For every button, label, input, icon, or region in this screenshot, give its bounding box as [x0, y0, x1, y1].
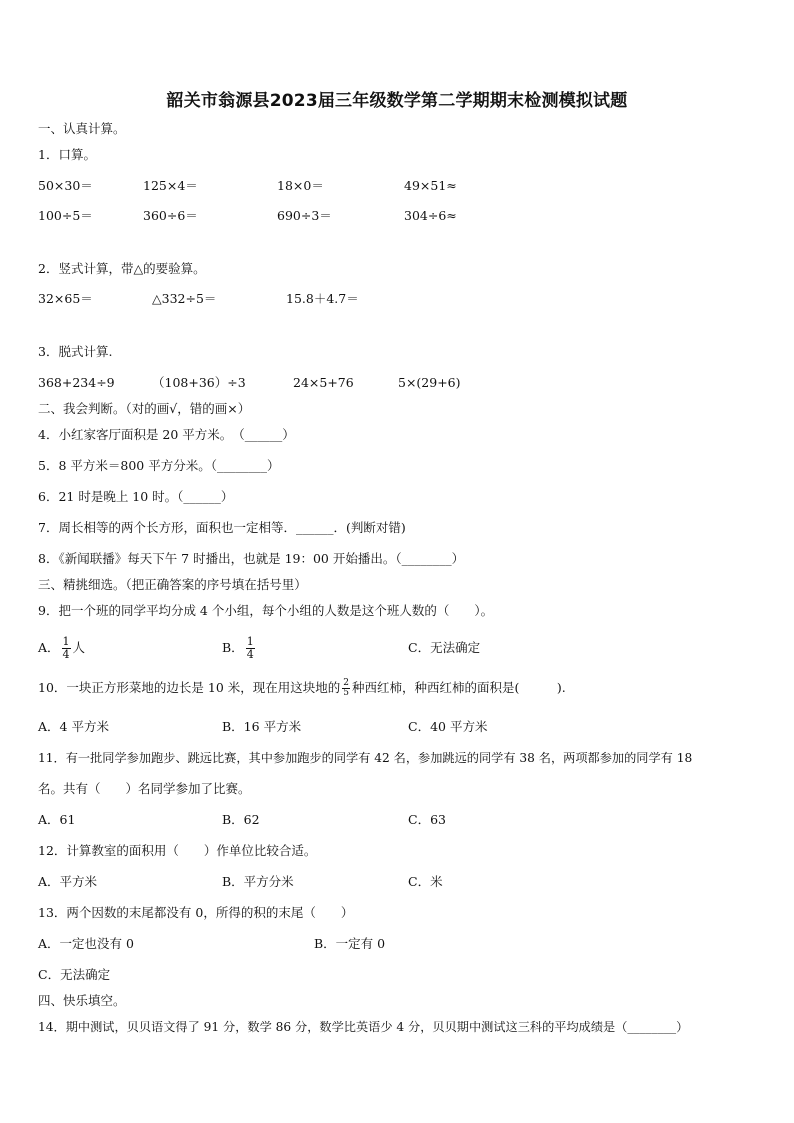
q1-r1-c3: 18×0＝	[277, 178, 324, 193]
q2-item-3: 15.8＋4.7＝	[286, 291, 359, 306]
q10-option-a: A．4 平方米	[38, 719, 109, 734]
q9-option-a-label: A．	[38, 640, 60, 655]
q7: 7．周长相等的两个长方形，面积也一定相等．______．(判断对错)	[38, 520, 406, 535]
page-title: 韶关市翁源县2023届三年级数学第二学期期末检测模拟试题	[166, 91, 628, 111]
section1-heading: 一、认真计算。	[38, 121, 126, 136]
q11-option-a: A．61	[38, 812, 76, 827]
q3-item-2: （108+36）÷3	[152, 375, 246, 390]
q11-option-b: B．62	[222, 812, 260, 827]
q9-option-b-label: B．	[222, 640, 244, 655]
q10-stem-after: 种西红柿，种西红柿的面积是( ).	[352, 680, 566, 695]
q10-numerator: 2	[343, 678, 349, 688]
q3-item-4: 5×(29+6)	[398, 375, 461, 390]
q9-a-denominator: 4	[62, 648, 70, 661]
q10-denominator: 5	[343, 688, 349, 698]
q12-option-a: A．平方米	[38, 874, 98, 889]
q9-a-numerator: 1	[62, 635, 70, 648]
q9-option-a-suffix: 人	[72, 640, 86, 655]
q9-option-a	[38, 632, 85, 664]
q1-label: 1．口算。	[38, 147, 96, 162]
q9-option-b-fraction	[246, 636, 255, 661]
q10-option-c: C．40 平方米	[408, 719, 488, 734]
q12-option-b: B．平方分米	[222, 874, 294, 889]
q9-option-c: C．无法确定	[408, 640, 481, 655]
q11-option-c: C．63	[408, 812, 446, 827]
q10-fraction	[342, 679, 350, 698]
q9-option-b	[222, 632, 257, 664]
q9-stem: 9．把一个班的同学平均分成 4 个小组，每个小组的人数是这个班人数的（ ）。	[38, 603, 494, 618]
q12-stem: 12．计算教室的面积用（ ）作单位比较合适。	[38, 843, 317, 858]
section2-heading: 二、我会判断。（对的画√，错的画×）	[38, 401, 251, 416]
q1-r1-c1: 50×30＝	[38, 178, 93, 193]
q13-stem: 13．两个因数的末尾都没有 0，所得的积的末尾（ ）	[38, 905, 354, 920]
q1-r2-c1: 100÷5＝	[38, 208, 93, 223]
q4: 4．小红家客厅面积是 20 平方米。 （______）	[38, 427, 295, 442]
q9-b-numerator: 1	[246, 635, 254, 648]
q9-b-denominator: 4	[246, 648, 254, 661]
q3-item-3: 24×5+76	[293, 375, 354, 390]
q6: 6．21 时是晚上 10 时。（______）	[38, 489, 234, 504]
q5: 5．8 平方米＝800 平方分米。（________）	[38, 458, 280, 473]
q11-line2: 名。共有（ ）名同学参加了比赛。	[38, 781, 251, 796]
q14: 14．期中测试，贝贝语文得了 91 分，数学 86 分，数学比英语少 4 分，贝贝期中测试这三科的平均成绩是（________）	[38, 1020, 689, 1034]
q2-item-1: 32×65＝	[38, 291, 93, 306]
q11-line1: 11．有一批同学参加跑步、跳远比赛，其中参加跑步的同学有 42 名，参加跳远的同学有 38 名，两项都参加的同学有 18	[38, 751, 693, 765]
q1-r1-c4: 49×51≈	[404, 178, 457, 193]
section4-heading: 四、快乐填空。	[38, 993, 126, 1008]
q10-option-b: B．16 平方米	[222, 719, 302, 734]
q9-option-a-fraction	[62, 636, 71, 661]
q2-item-2: △332÷5＝	[152, 291, 217, 306]
q1-r2-c3: 690÷3＝	[277, 208, 332, 223]
q13-option-a: A．一定也没有 0	[38, 936, 134, 951]
q13-option-b: B．一定有 0	[314, 936, 386, 951]
q1-r1-c2: 125×4＝	[143, 178, 198, 193]
q2-label: 2．竖式计算，带△的要验算。	[38, 261, 206, 276]
q1-r2-c4: 304÷6≈	[404, 208, 457, 223]
q10-stem	[38, 674, 566, 702]
q13-option-c: C．无法确定	[38, 967, 111, 982]
section3-heading: 三、精挑细选。（把正确答案的序号填在括号里）	[38, 577, 307, 592]
q10-stem-before: 10．一块正方形菜地的边长是 10 米，现在用这块地的	[38, 680, 341, 695]
q12-option-c: C．米	[408, 874, 443, 889]
q1-r2-c2: 360÷6＝	[143, 208, 198, 223]
q3-item-1: 368+234÷9	[38, 375, 115, 390]
q3-label: 3．脱式计算.	[38, 344, 113, 359]
q8: 8．《新闻联播》每天下午 7 时播出，也就是 19：00 开始播出。（________）	[38, 551, 465, 566]
